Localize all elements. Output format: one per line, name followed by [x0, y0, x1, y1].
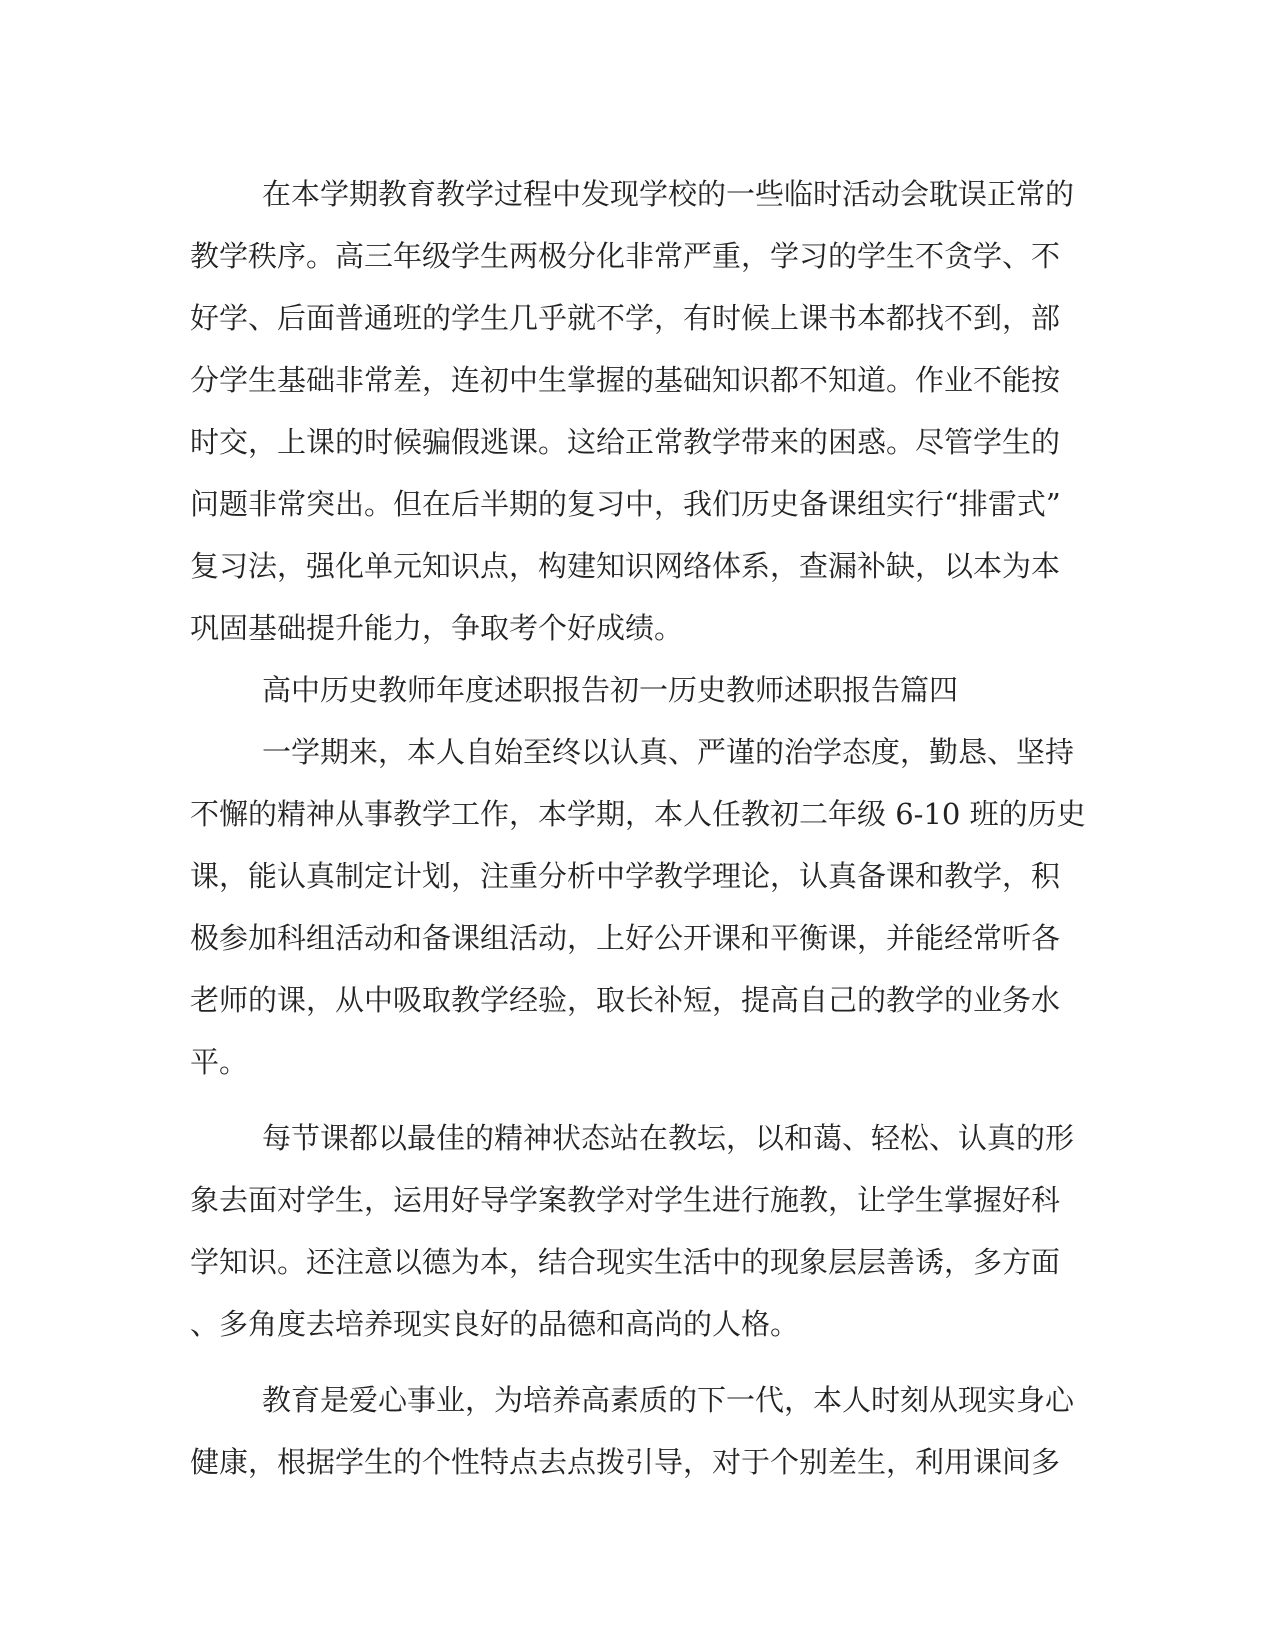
- document-body: [190, 163, 1090, 1493]
- section-heading: [190, 659, 1090, 721]
- text-line: 时交，上课的时候骗假逃课。这给正常教学带来的困惑。尽管学生的: [190, 425, 1061, 459]
- text-line: 象去面对学生，运用好导学案教学对学生进行施教，让学生掌握好科: [190, 1183, 1061, 1217]
- text-line: 教学秩序。高三年级学生两极分化非常严重，学习的学生不贪学、不: [190, 239, 1061, 273]
- text-line: 学知识。还注意以德为本，结合现实生活中的现象层层善诱，多方面: [190, 1245, 1061, 1279]
- text-line: 一学期来，本人自始至终以认真、严谨的治学态度，勤恳、坚持: [262, 735, 1075, 769]
- text-line: 问题非常突出。但在后半期的复习中，我们历史备课组实行“排雷式”: [190, 487, 1061, 521]
- text-line: 好学、后面普通班的学生几乎就不学，有时候上课书本都找不到，部: [190, 301, 1061, 335]
- paragraph-classroom-attitude: [190, 1107, 1090, 1355]
- paragraph-teaching-problems: [190, 163, 1090, 659]
- text-line: 极参加科组活动和备课组活动，上好公开课和平衡课，并能经常听各: [190, 921, 1061, 955]
- text-line: 教育是爱心事业，为培养高素质的下一代，本人时刻从现实身心: [262, 1383, 1075, 1417]
- text-line: 、多角度去培养现实良好的品德和高尚的人格。: [190, 1307, 800, 1341]
- text-line: 平。: [190, 1045, 249, 1079]
- paragraph-caring-education: [190, 1369, 1090, 1493]
- text-line: 巩固基础提升能力，争取考个好成绩。: [190, 611, 684, 645]
- paragraph-semester-summary: [190, 721, 1090, 1093]
- text-line: 健康，根据学生的个性特点去点拨引导，对于个别差生，利用课间多: [190, 1445, 1061, 1479]
- text-line: 课，能认真制定计划，注重分析中学教学理论，认真备课和教学，积: [190, 859, 1061, 893]
- text-line: 不懈的精神从事教学工作，本学期，本人任教初二年级 6-10 班的历史: [190, 797, 1086, 831]
- text-line: 复习法，强化单元知识点，构建知识网络体系，查漏补缺，以本为本: [190, 549, 1061, 583]
- text-line: 在本学期教育教学过程中发现学校的一些临时活动会耽误正常的: [262, 177, 1075, 211]
- text-line: 分学生基础非常差，连初中生掌握的基础知识都不知道。作业不能按: [190, 363, 1061, 397]
- section-title: 高中历史教师年度述职报告初一历史教师述职报告篇四: [262, 673, 959, 707]
- text-line: 每节课都以最佳的精神状态站在教坛，以和蔼、轻松、认真的形: [262, 1121, 1075, 1155]
- text-line: 老师的课，从中吸取教学经验，取长补短，提高自己的教学的业务水: [190, 983, 1061, 1017]
